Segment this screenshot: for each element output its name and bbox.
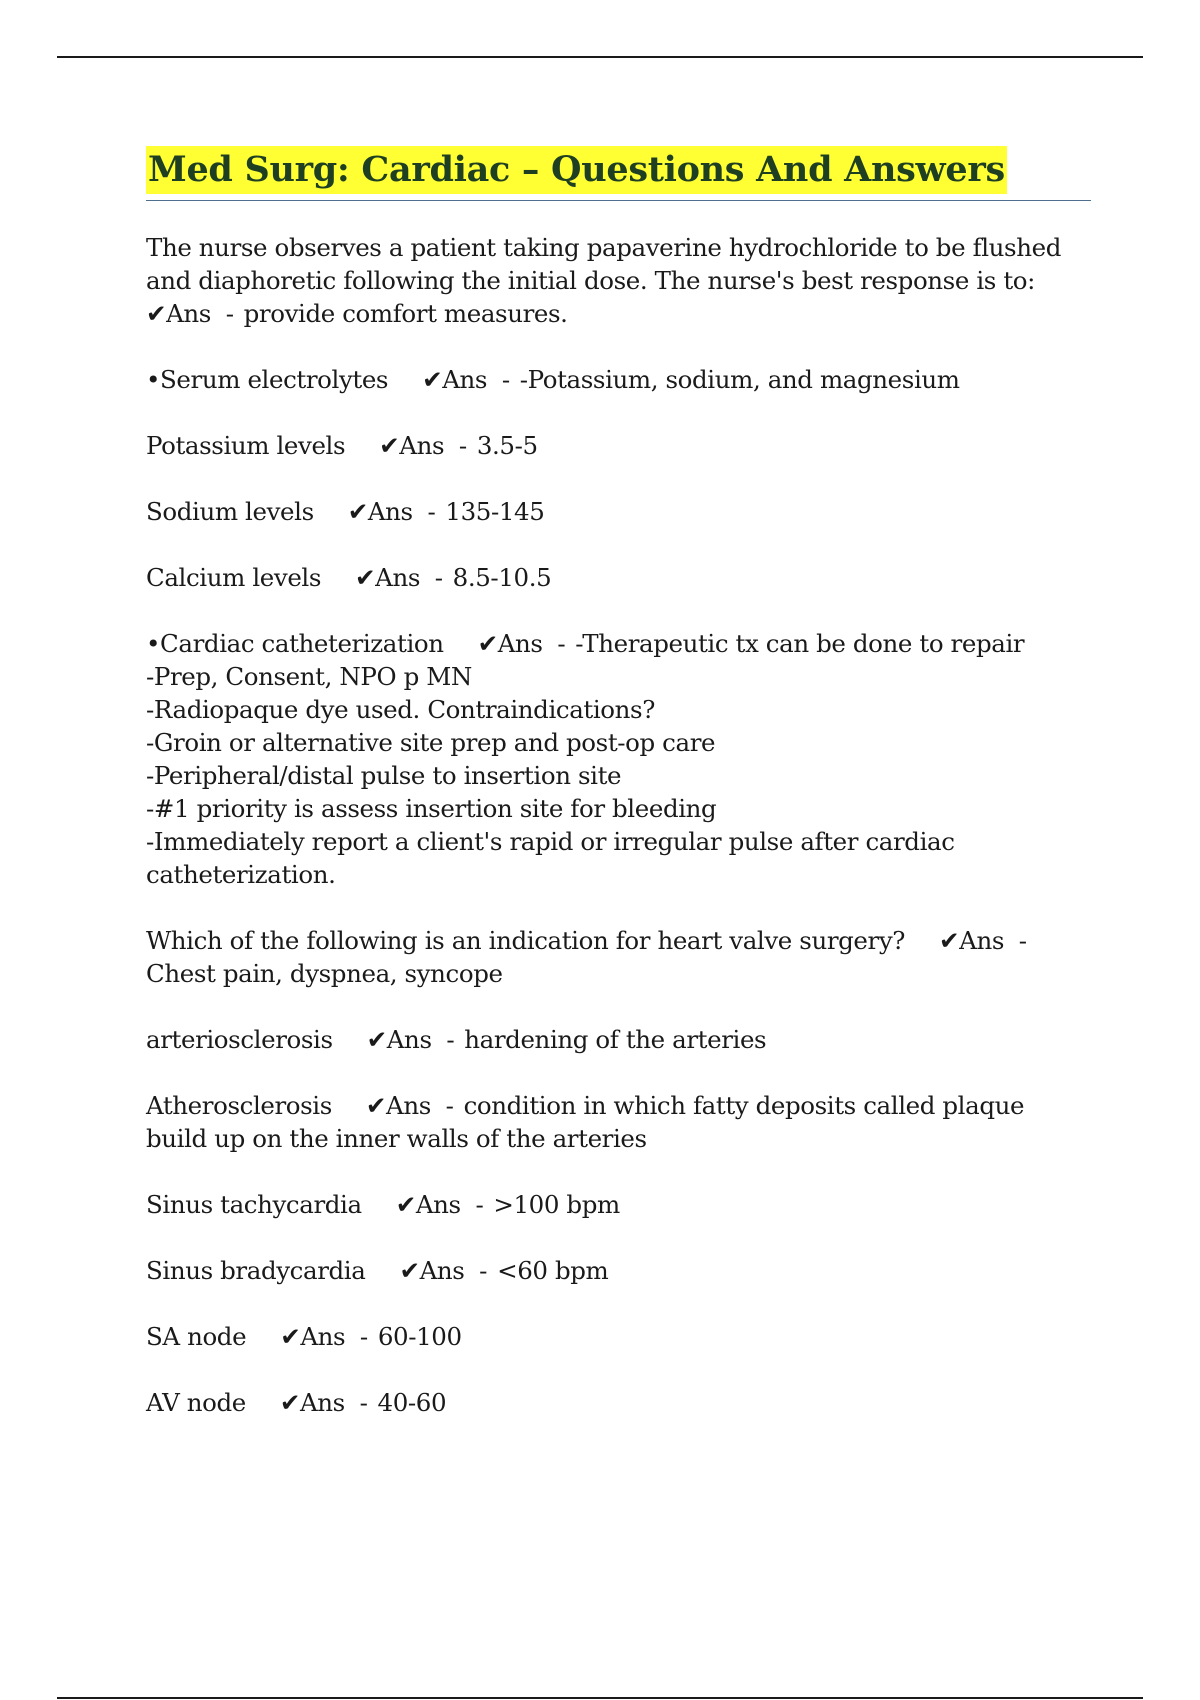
detail-line: -#1 priority is assess insertion site for bleeding: [146, 794, 717, 823]
ans-marker: ✔Ans -: [366, 1025, 455, 1054]
question-text: Sinus bradycardia: [146, 1256, 366, 1285]
ans-marker: ✔Ans -: [422, 365, 510, 394]
qa-item: [146, 1023, 1091, 1056]
qa-item: [146, 1188, 1091, 1221]
qa-item: [146, 1089, 1091, 1155]
question-text: •Cardiac catheterization: [146, 629, 444, 658]
ans-marker: ✔Ans -: [280, 1322, 368, 1351]
ans-marker: ✔Ans -: [279, 1388, 368, 1417]
ans-marker: ✔Ans -: [477, 629, 566, 658]
answer-text: -Potassium, sodium, and magnesium: [519, 365, 960, 394]
title-block: [146, 146, 1091, 201]
question-text: Sodium levels: [146, 497, 314, 526]
bottom-rule: [57, 1697, 1143, 1699]
question-text: The nurse observes a patient taking papaverine hydrochloride to be flushed and diaphoretic following the initial dose. The nurse's best response is to:: [146, 233, 1069, 295]
qa-item: [146, 495, 1091, 528]
qa-item: [146, 231, 1091, 330]
qa-item: [146, 627, 1091, 891]
qa-item: [146, 363, 1091, 396]
question-text: AV node: [146, 1388, 246, 1417]
ans-marker: ✔Ans -: [355, 563, 443, 592]
answer-text: <60 bpm: [497, 1256, 609, 1285]
answer-text: 135-145: [445, 497, 545, 526]
detail-line: -Groin or alternative site prep and post-op care: [146, 728, 716, 757]
answer-text: provide comfort measures.: [243, 299, 568, 328]
question-text: •Serum electrolytes: [146, 365, 389, 394]
qa-item: [146, 924, 1091, 990]
answer-text: 3.5-5: [476, 431, 538, 460]
answer-text: >100 bpm: [493, 1190, 620, 1219]
qa-item: [146, 429, 1091, 462]
question-text: arteriosclerosis: [146, 1025, 333, 1054]
detail-line: -Prep, Consent, NPO p MN: [146, 662, 472, 691]
question-text: SA node: [146, 1322, 247, 1351]
question-text: Atherosclerosis: [146, 1091, 332, 1120]
answer-text: 60-100: [377, 1322, 462, 1351]
ans-marker: ✔Ans -: [347, 497, 436, 526]
answer-text: -Therapeutic tx can be done to repair: [575, 629, 1025, 658]
qa-item: [146, 561, 1091, 594]
question-text: Sinus tachycardia: [146, 1190, 362, 1219]
question-text: Potassium levels: [146, 431, 346, 460]
ans-marker: ✔Ans -: [379, 431, 467, 460]
qa-item: [146, 1254, 1091, 1287]
ans-marker: ✔Ans -: [939, 926, 1027, 955]
answer-text: 40-60: [377, 1388, 447, 1417]
qa-item: [146, 1320, 1091, 1353]
answer-text: Chest pain, dyspnea, syncope: [146, 959, 503, 988]
answer-text: 8.5-10.5: [452, 563, 552, 592]
detail-line: -Peripheral/distal pulse to insertion site: [146, 761, 622, 790]
document-title: Med Surg: Cardiac – Questions And Answers: [146, 146, 1007, 194]
ans-marker: ✔Ans -: [146, 299, 234, 328]
qa-item: [146, 1386, 1091, 1419]
document-body: [146, 146, 1091, 1452]
ans-marker: ✔Ans -: [395, 1190, 484, 1219]
detail-line: -Radiopaque dye used. Contraindications?: [146, 695, 655, 724]
detail-line: -Immediately report a client's rapid or irregular pulse after cardiac catheterization.: [146, 827, 962, 889]
ans-marker: ✔Ans -: [399, 1256, 488, 1285]
question-text: Calcium levels: [146, 563, 322, 592]
ans-marker: ✔Ans -: [365, 1091, 454, 1120]
answer-text: condition in which fatty deposits called plaque build up on the inner walls of the arteries: [146, 1091, 1032, 1153]
answer-text: hardening of the arteries: [464, 1025, 767, 1054]
question-text: Which of the following is an indication for heart valve surgery?: [146, 926, 906, 955]
top-rule: [57, 56, 1143, 58]
